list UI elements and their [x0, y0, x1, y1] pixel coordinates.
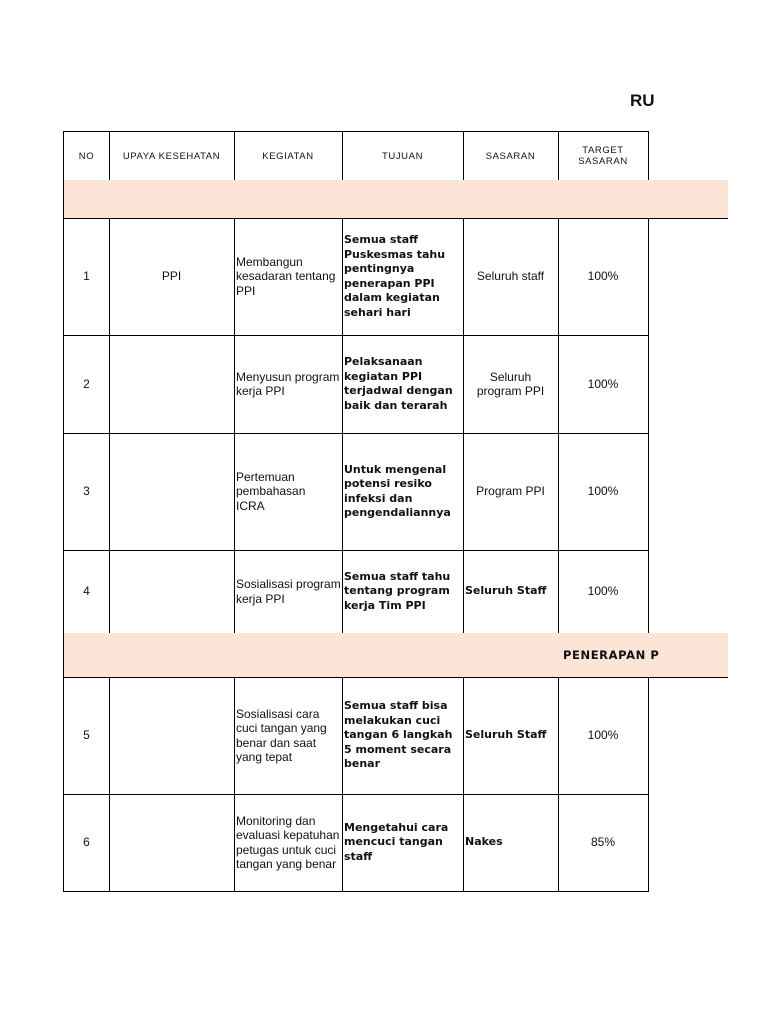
row-1-upaya: PPI: [109, 218, 235, 336]
row-1-tujuan: Semua staff Puskesmas tahu pentingnya penerapan PPI dalam kegiatan sehari hari: [342, 218, 464, 336]
row-1-no: 1: [63, 218, 110, 336]
row-6-sasaran: Nakes: [463, 794, 559, 892]
row-3-tujuan: Untuk mengenal potensi resiko infeksi dan pengendaliannya: [342, 433, 464, 551]
row-5-target: 100%: [558, 677, 649, 795]
row-3-kegiatan: Pertemuan pembahasan ICRA: [234, 433, 343, 551]
row-3-upaya: [109, 433, 235, 551]
row-1-target: 100%: [558, 218, 649, 336]
section-band-1: [63, 180, 728, 219]
row-4-kegiatan: Sosialisasi program kerja PPI: [234, 550, 343, 634]
row-1-sasaran: Seluruh staff: [463, 218, 559, 336]
row-5-upaya: [109, 677, 235, 795]
document-title: RU: [630, 91, 655, 110]
section-band-2: [63, 633, 728, 678]
column-header-kegiatan: KEGIATAN: [234, 131, 343, 181]
row-4-sasaran: Seluruh Staff: [463, 550, 559, 634]
row-6-tujuan: Mengetahui cara mencuci tangan staff: [342, 794, 464, 892]
column-header-no: NO: [63, 131, 110, 181]
row-5-tujuan: Semua staff bisa melakukan cuci tangan 6 langkah 5 moment secara benar: [342, 677, 464, 795]
row-6-target: 85%: [558, 794, 649, 892]
section-band-label: PENERAPAN P: [563, 648, 660, 662]
section-band-label: [563, 180, 713, 218]
row-5-sasaran: Seluruh Staff: [463, 677, 559, 795]
row-1-kegiatan: Membangun kesadaran tentang PPI: [234, 218, 343, 336]
row-2-no: 2: [63, 335, 110, 434]
row-2-target: 100%: [558, 335, 649, 434]
row-3-sasaran: Program PPI: [463, 433, 559, 551]
target-header-line-2: SASARAN: [578, 156, 628, 167]
column-header-target-sasaran: [558, 131, 649, 181]
row-4-upaya: [109, 550, 235, 634]
row-5-kegiatan: Sosialisasi cara cuci tangan yang benar dan saat yang tepat: [234, 677, 343, 795]
row-4-tujuan: Semua staff tahu tentang program kerja Tim PPI: [342, 550, 464, 634]
row-6-kegiatan: Monitoring dan evaluasi kepatuhan petugas untuk cuci tangan yang benar: [234, 794, 343, 892]
row-6-upaya: [109, 794, 235, 892]
row-2-kegiatan: Menyusun program kerja PPI: [234, 335, 343, 434]
row-6-no: 6: [63, 794, 110, 892]
column-header-sasaran: SASARAN: [463, 131, 559, 181]
row-2-tujuan: Pelaksanaan kegiatan PPI terjadwal dengan baik dan terarah: [342, 335, 464, 434]
target-header-line-1: TARGET: [582, 145, 624, 156]
column-header-tujuan: TUJUAN: [342, 131, 464, 181]
row-4-no: 4: [63, 550, 110, 634]
row-5-no: 5: [63, 677, 110, 795]
row-3-no: 3: [63, 433, 110, 551]
row-4-target: 100%: [558, 550, 649, 634]
row-3-target: 100%: [558, 433, 649, 551]
row-2-sasaran: Seluruh program PPI: [463, 335, 559, 434]
column-header-upaya-kesehatan: UPAYA KESEHATAN: [109, 131, 235, 181]
row-2-upaya: [109, 335, 235, 434]
